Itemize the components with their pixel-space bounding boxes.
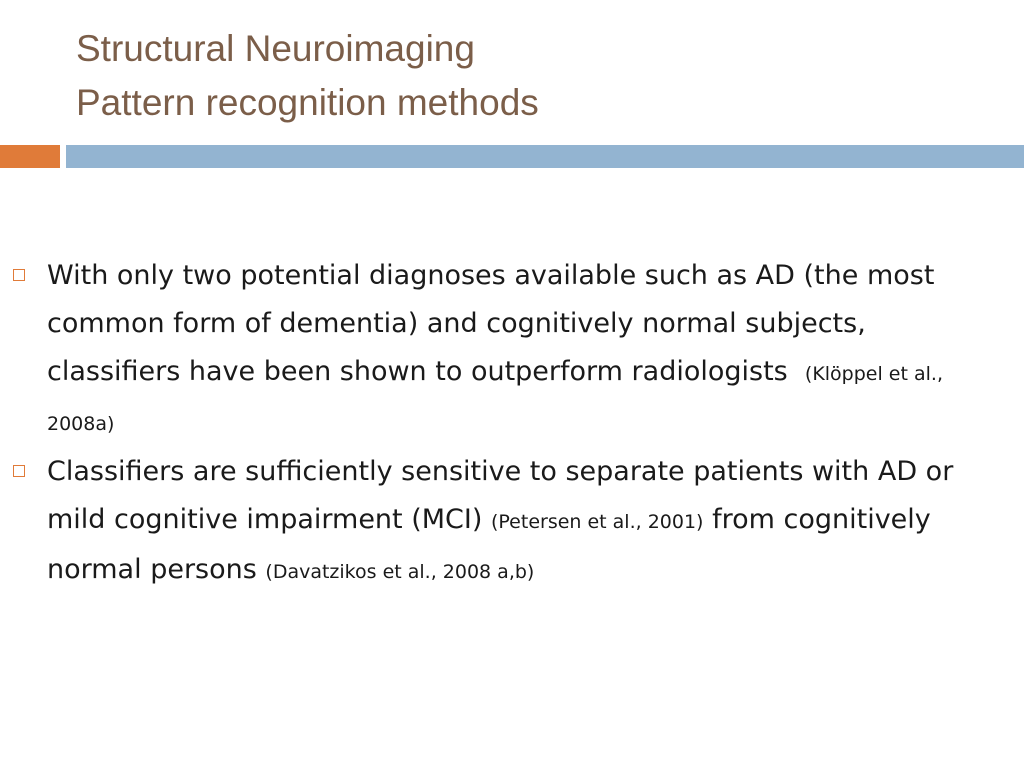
bullet-list [10,252,990,596]
bullet-text: Classifiers are sufficiently sensitive to separate patients with AD or mild cognitive impairment (MCI) [47,456,954,535]
title-line-2: Pattern recognition methods [76,82,539,123]
bullet-item [10,448,990,596]
citation: (Petersen et al., 2001) [490,511,704,533]
title-line-1: Structural Neuroimaging [76,28,475,69]
square-bullet-icon [13,269,25,281]
accent-bar [0,145,60,168]
bullet-text: With only two potential diagnoses available such as AD (the most common form of dementia) and cognitively normal subjects, classifiers have been shown to outperform radiologists [47,260,935,387]
citation: (Davatzikos et al., 2008 a,b) [265,561,535,583]
citation: (Klöppel et al., 2008a) [47,363,943,435]
bullet-text-continued: from cognitively normal persons [47,504,931,585]
slide-title [76,22,976,130]
square-bullet-icon [13,465,25,477]
header-rule-bar [66,145,1024,168]
bullet-item [10,252,990,448]
